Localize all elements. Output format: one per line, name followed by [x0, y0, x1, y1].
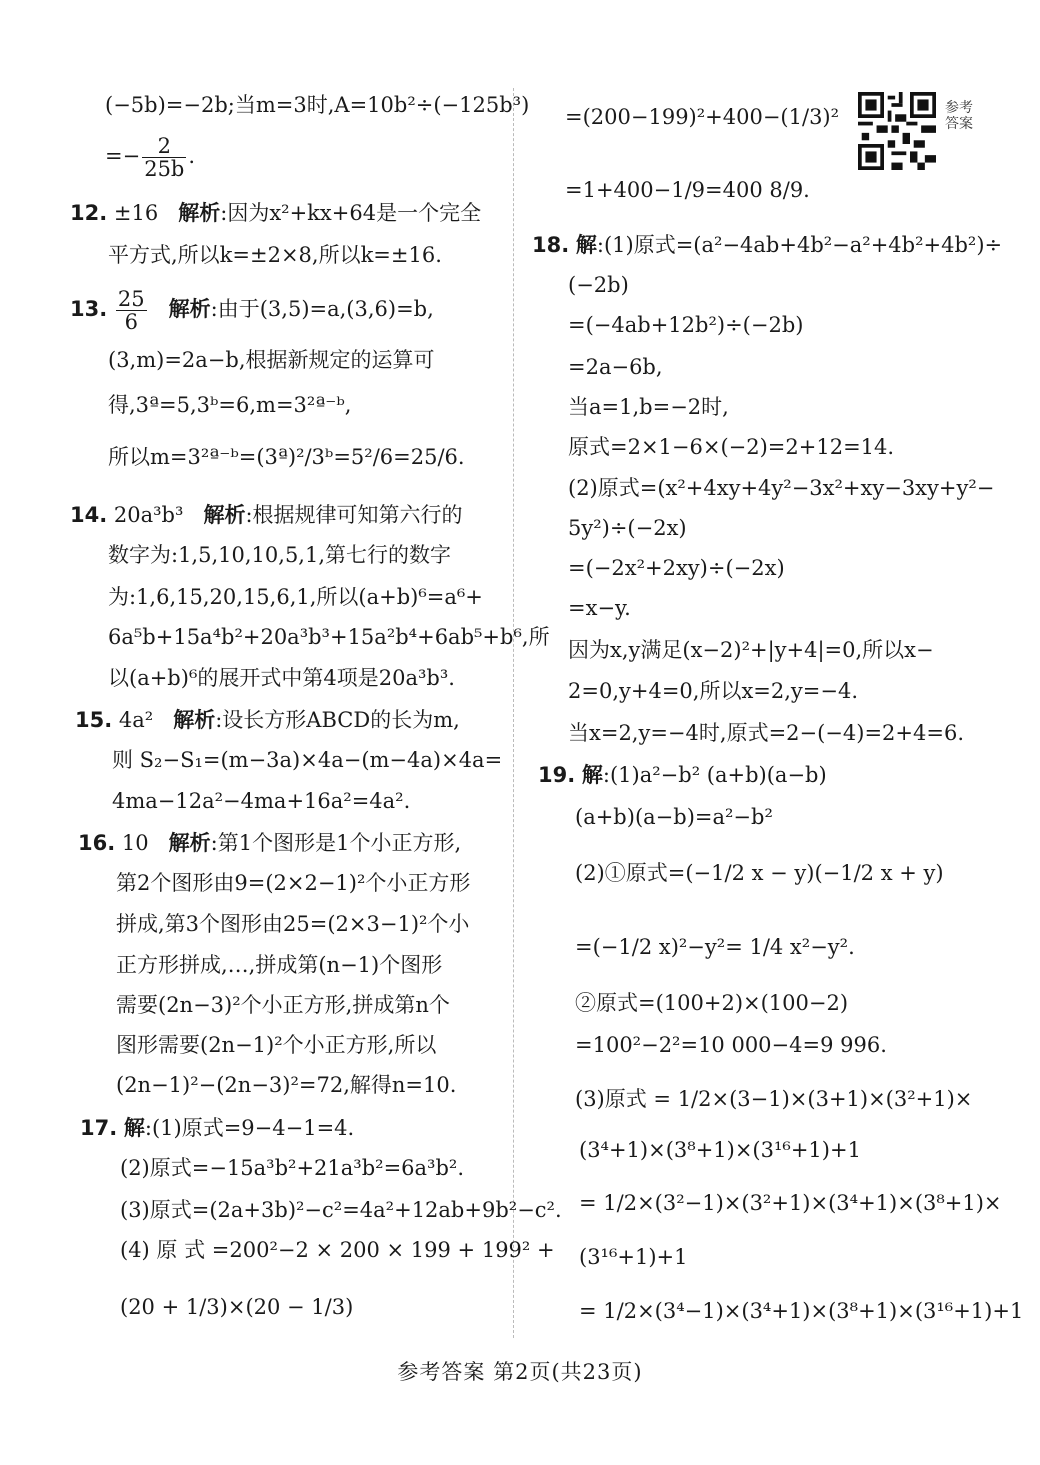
question-number: 12.	[70, 201, 108, 225]
line: (2n−1)²−(2n−3)²=72,解得n=10.	[116, 1073, 457, 1097]
line: 所以m=3²ª⁻ᵇ=(3ª)²/3ᵇ=5²/6=25/6.	[108, 445, 465, 469]
line: :由于(3,5)=a,(3,6)=b,	[210, 297, 434, 321]
line: 拼成,第3个图形由25=(2×3−1)²个小	[116, 912, 470, 936]
analysis-label: 解析	[168, 831, 211, 855]
line: (2)①原式=(−1/2 x − y)(−1/2 x + y)	[575, 861, 944, 885]
line: 为:1,6,15,20,15,6,1,所以(a+b)⁶=a⁶+	[108, 585, 483, 609]
line: = 1/2×(3⁴−1)×(3⁴+1)×(3⁸+1)×(3¹⁶+1)+1	[579, 1299, 1024, 1323]
answer-fraction	[116, 288, 147, 333]
question-number: 14.	[70, 503, 108, 527]
solution-label: 解	[581, 763, 603, 787]
qr-code-icon[interactable]	[858, 92, 936, 170]
analysis-label: 解析	[168, 297, 211, 321]
question-16	[78, 828, 461, 858]
line: =x−y.	[568, 596, 631, 620]
question-19	[538, 760, 827, 790]
line: (20 + 1/3)×(20 − 1/3)	[120, 1295, 354, 1319]
line: (3¹⁶+1)+1	[579, 1245, 688, 1269]
line: :(1)a²−b² (a+b)(a−b)	[602, 763, 827, 787]
line: =1+400−1/9=400 8/9.	[565, 178, 810, 202]
line: 平方式,所以k=±2×8,所以k=±16.	[108, 243, 442, 267]
line: 正方形拼成,…,拼成第(n−1)个图形	[116, 953, 443, 977]
line: (2)原式=−15a³b²+21a³b²=6a³b².	[120, 1156, 465, 1180]
line: 当a=1,b=−2时,	[568, 395, 729, 419]
line: =100²−2²=10 000−4=9 996.	[575, 1033, 887, 1057]
line: 则 S₂−S₁=(m−3a)×4a−(m−4a)×4a=	[112, 748, 503, 772]
line: 6a⁵b+15a⁴b²+20a³b³+15a²b⁴+6ab⁵+b⁶,所	[108, 625, 550, 649]
line: 因为x,y满足(x−2)²+|y+4|=0,所以x−	[568, 638, 934, 662]
line: (3,m)=2a−b,根据新规定的运算可	[108, 348, 435, 372]
line: :设长方形ABCD的长为m,	[215, 708, 460, 732]
question-15	[75, 705, 460, 735]
answer: 20a³b³	[113, 503, 184, 527]
line: (3)原式 = 1/2×(3−1)×(3+1)×(3²+1)×	[575, 1087, 973, 1111]
column-divider	[513, 88, 514, 1338]
solution-label: 解	[123, 1116, 145, 1140]
line: 图形需要(2n−1)²个小正方形,所以	[116, 1033, 437, 1057]
line: (3)原式=(2a+3b)²−c²=4a²+12ab+9b²−c².	[120, 1198, 562, 1222]
line: (4) 原 式 =200²−2 × 200 × 199 + 199² +	[120, 1238, 555, 1262]
line: =2a−6b,	[568, 355, 663, 379]
line: (−2b)	[568, 273, 629, 297]
line: =(−4ab+12b²)÷(−2b)	[568, 313, 804, 337]
line: 第2个图形由9=(2×2−1)²个小正方形	[116, 871, 471, 895]
question-14	[70, 500, 463, 530]
question-number: 17.	[80, 1116, 118, 1140]
line: 以(a+b)⁶的展开式中第4项是20a³b³.	[108, 666, 455, 690]
line: :(1)原式=9−4−1=4.	[144, 1116, 355, 1140]
line: :根据规律可知第六行的	[245, 503, 463, 527]
question-number: 15.	[75, 708, 113, 732]
analysis-label: 解析	[178, 201, 221, 225]
line-prefix: =−	[105, 144, 141, 168]
line: 得,3ª=5,3ᵇ=6,m=3²ª⁻ᵇ,	[108, 393, 352, 417]
line: 数字为:1,5,10,10,5,1,第七行的数字	[108, 543, 452, 567]
question-number: 16.	[78, 831, 116, 855]
line: =(−2x²+2xy)÷(−2x)	[568, 556, 785, 580]
line: (3⁴+1)×(3⁸+1)×(3¹⁶+1)+1	[579, 1138, 861, 1162]
numerator: 25	[117, 287, 145, 311]
question-number: 19.	[538, 763, 576, 787]
line: 需要(2n−3)²个小正方形,拼成第n个	[116, 993, 450, 1017]
answer: 4a²	[118, 708, 154, 732]
question-12	[70, 198, 481, 228]
page-footer: 参考答案 第2页(共23页)	[397, 1360, 643, 1384]
line: =− $\frac{2}{25b}$ .	[105, 134, 196, 181]
question-number: 13.	[70, 297, 108, 321]
line: 当x=2,y=−4时,原式=2−(−4)=2+4=6.	[568, 721, 965, 745]
question-13	[70, 288, 434, 333]
line: 原式=2×1−6×(−2)=2+12=14.	[568, 435, 895, 459]
line: = 1/2×(3²−1)×(3²+1)×(3⁴+1)×(3⁸+1)×	[579, 1191, 1002, 1215]
line: :第1个图形是1个小正方形,	[210, 831, 462, 855]
denominator: 6	[124, 310, 138, 334]
line: =(200−199)²+400−(1/3)²	[565, 105, 840, 129]
line: (2)原式=(x²+4xy+4y²−3x²+xy−3xy+y²−	[568, 476, 995, 500]
answer: 10	[121, 831, 149, 855]
numerator: 2	[142, 135, 186, 158]
line: :(1)原式=(a²−4ab+4b²−a²+4b²+4b²)÷	[596, 233, 1003, 257]
denominator: 25b	[144, 157, 185, 181]
question-18	[532, 230, 1002, 260]
line: (−5b)=−2b;当m=3时,A=10b²÷(−125b³)	[105, 93, 530, 117]
question-17	[80, 1113, 354, 1143]
line: ②原式=(100+2)×(100−2)	[575, 991, 849, 1015]
analysis-label: 解析	[203, 503, 246, 527]
fraction	[142, 135, 186, 180]
line: 4ma−12a²−4ma+16a²=4a².	[112, 789, 411, 813]
qr-label: 参考答案	[945, 100, 973, 132]
solution-label: 解	[575, 233, 597, 257]
line: 2=0,y+4=0,所以x=2,y=−4.	[568, 679, 859, 703]
answer: ±16	[113, 201, 159, 225]
question-number: 18.	[532, 233, 570, 257]
line: :因为x²+kx+64是一个完全	[220, 201, 482, 225]
analysis-label: 解析	[173, 708, 216, 732]
line: 5y²)÷(−2x)	[568, 516, 687, 540]
line: =(−1/2 x)²−y²= 1/4 x²−y².	[575, 935, 855, 959]
line: (a+b)(a−b)=a²−b²	[575, 805, 773, 829]
